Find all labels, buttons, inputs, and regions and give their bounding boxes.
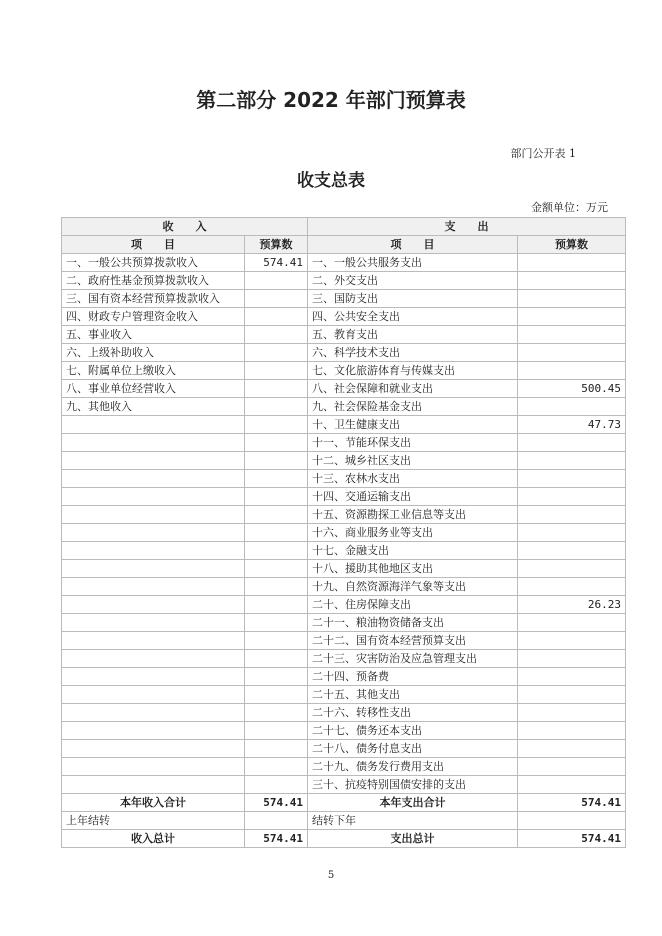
expense-item: 十一、节能环保支出 xyxy=(308,434,518,452)
expense-item: 二十一、粮油物资储备支出 xyxy=(308,614,518,632)
expense-amount xyxy=(518,614,626,632)
expense-item: 二十四、预备费 xyxy=(308,668,518,686)
income-item xyxy=(62,434,245,452)
expense-item-header: 项 目 xyxy=(308,236,518,254)
income-item xyxy=(62,704,245,722)
table-row xyxy=(62,650,626,668)
income-amount xyxy=(245,668,308,686)
table-row xyxy=(62,704,626,722)
income-amount: 574.41 xyxy=(245,830,308,848)
expense-item: 二十六、转移性支出 xyxy=(308,704,518,722)
table-row xyxy=(62,614,626,632)
expense-item: 十六、商业服务业等支出 xyxy=(308,524,518,542)
table-row xyxy=(62,362,626,380)
expense-amount xyxy=(518,452,626,470)
unit-label: 金额单位：万元 xyxy=(531,201,608,214)
expense-item: 二十九、债务发行费用支出 xyxy=(308,758,518,776)
expense-amount: 26.23 xyxy=(518,596,626,614)
table-title: 收支总表 xyxy=(297,171,365,191)
expense-item: 十五、资源勘探工业信息等支出 xyxy=(308,506,518,524)
income-amount xyxy=(245,326,308,344)
expense-amount xyxy=(518,398,626,416)
table-row xyxy=(62,254,626,272)
income-amount xyxy=(245,344,308,362)
income-item: 上年结转 xyxy=(62,812,245,830)
table-row xyxy=(62,398,626,416)
expense-item: 十七、金融支出 xyxy=(308,542,518,560)
expense-amount xyxy=(518,362,626,380)
expense-item: 二十七、债务还本支出 xyxy=(308,722,518,740)
income-item xyxy=(62,668,245,686)
total-row xyxy=(62,794,626,812)
table-row xyxy=(62,812,626,830)
expense-amount xyxy=(518,290,626,308)
income-amount xyxy=(245,740,308,758)
table-row xyxy=(62,272,626,290)
expense-amount xyxy=(518,272,626,290)
table-row xyxy=(62,470,626,488)
table-row xyxy=(62,740,626,758)
expense-amount xyxy=(518,344,626,362)
expense-amount xyxy=(518,740,626,758)
table-row xyxy=(62,434,626,452)
income-item xyxy=(62,416,245,434)
expense-amount: 574.41 xyxy=(518,830,626,848)
expense-item: 结转下年 xyxy=(308,812,518,830)
expense-amount xyxy=(518,488,626,506)
expense-item: 三十、抗疫特别国债安排的支出 xyxy=(308,776,518,794)
expense-amount xyxy=(518,722,626,740)
expense-amount xyxy=(518,434,626,452)
income-item: 五、事业收入 xyxy=(62,326,245,344)
income-item xyxy=(62,578,245,596)
expense-item: 五、教育支出 xyxy=(308,326,518,344)
expense-item: 支出总计 xyxy=(308,830,518,848)
income-item xyxy=(62,596,245,614)
expense-item: 十八、援助其他地区支出 xyxy=(308,560,518,578)
table-row xyxy=(62,344,626,362)
expense-item: 十四、交通运输支出 xyxy=(308,488,518,506)
income-item xyxy=(62,758,245,776)
income-amount xyxy=(245,416,308,434)
income-amount xyxy=(245,308,308,326)
income-amount xyxy=(245,758,308,776)
expense-item: 四、公共安全支出 xyxy=(308,308,518,326)
table-row xyxy=(62,326,626,344)
expense-item: 二十八、债务付息支出 xyxy=(308,740,518,758)
income-amount xyxy=(245,578,308,596)
expense-item: 八、社会保障和就业支出 xyxy=(308,380,518,398)
income-amount xyxy=(245,812,308,830)
expense-item: 二十三、灾害防治及应急管理支出 xyxy=(308,650,518,668)
income-item xyxy=(62,470,245,488)
income-item: 八、事业单位经营收入 xyxy=(62,380,245,398)
expense-item: 六、科学技术支出 xyxy=(308,344,518,362)
income-amount: 574.41 xyxy=(245,794,308,812)
income-amount xyxy=(245,452,308,470)
expense-amount xyxy=(518,326,626,344)
income-item xyxy=(62,722,245,740)
income-item: 三、国有资本经营预算拨款收入 xyxy=(62,290,245,308)
table-row xyxy=(62,488,626,506)
expense-item: 十九、自然资源海洋气象等支出 xyxy=(308,578,518,596)
expense-item: 七、文化旅游体育与传媒支出 xyxy=(308,362,518,380)
expense-amount xyxy=(518,254,626,272)
table-row xyxy=(62,416,626,434)
income-item xyxy=(62,686,245,704)
income-amount xyxy=(245,398,308,416)
income-item-header: 项 目 xyxy=(62,236,245,254)
expense-item: 二十二、国有资本经营预算支出 xyxy=(308,632,518,650)
income-amount xyxy=(245,776,308,794)
income-amount xyxy=(245,506,308,524)
budget-table xyxy=(61,217,626,848)
header-row xyxy=(62,218,626,236)
income-item xyxy=(62,524,245,542)
income-amount xyxy=(245,704,308,722)
table-row xyxy=(62,308,626,326)
expense-amount xyxy=(518,632,626,650)
expense-amount: 574.41 xyxy=(518,794,626,812)
expense-amount: 500.45 xyxy=(518,380,626,398)
table-row xyxy=(62,542,626,560)
table-row xyxy=(62,632,626,650)
income-amount xyxy=(245,560,308,578)
expense-amount xyxy=(518,308,626,326)
expense-amount xyxy=(518,560,626,578)
expense-amount xyxy=(518,758,626,776)
expense-item: 二十、住房保障支出 xyxy=(308,596,518,614)
table-row xyxy=(62,722,626,740)
expense-amount xyxy=(518,812,626,830)
subheader-row xyxy=(62,236,626,254)
income-amount: 574.41 xyxy=(245,254,308,272)
table-row xyxy=(62,560,626,578)
expense-amount: 47.73 xyxy=(518,416,626,434)
table-row xyxy=(62,506,626,524)
income-amount xyxy=(245,542,308,560)
income-item xyxy=(62,614,245,632)
expense-amount xyxy=(518,470,626,488)
total-row xyxy=(62,830,626,848)
income-amount xyxy=(245,686,308,704)
expense-item: 三、国防支出 xyxy=(308,290,518,308)
expense-item: 本年支出合计 xyxy=(308,794,518,812)
income-item: 七、附属单位上缴收入 xyxy=(62,362,245,380)
income-item: 六、上级补助收入 xyxy=(62,344,245,362)
income-header: 收 入 xyxy=(62,218,308,236)
expense-amount xyxy=(518,704,626,722)
income-item xyxy=(62,542,245,560)
expense-amount xyxy=(518,650,626,668)
expense-item: 二十五、其他支出 xyxy=(308,686,518,704)
income-amount xyxy=(245,470,308,488)
expense-amount xyxy=(518,542,626,560)
income-item: 收入总计 xyxy=(62,830,245,848)
expense-amount xyxy=(518,668,626,686)
expense-amount xyxy=(518,524,626,542)
table-row xyxy=(62,686,626,704)
income-amount xyxy=(245,650,308,668)
expense-amount xyxy=(518,506,626,524)
expense-item: 九、社会保险基金支出 xyxy=(308,398,518,416)
income-amount xyxy=(245,290,308,308)
table-row xyxy=(62,380,626,398)
income-amount xyxy=(245,434,308,452)
income-item xyxy=(62,560,245,578)
income-item: 二、政府性基金预算拨款收入 xyxy=(62,272,245,290)
table-row xyxy=(62,596,626,614)
income-amount xyxy=(245,488,308,506)
table-row xyxy=(62,758,626,776)
table-row xyxy=(62,776,626,794)
expense-item: 一、一般公共服务支出 xyxy=(308,254,518,272)
income-amount xyxy=(245,614,308,632)
page-number: 5 xyxy=(327,870,335,881)
table-number: 部门公开表 1 xyxy=(510,147,576,160)
expense-item: 十二、城乡社区支出 xyxy=(308,452,518,470)
income-item: 一、一般公共预算拨款收入 xyxy=(62,254,245,272)
table-row xyxy=(62,578,626,596)
income-amount-header: 预算数 xyxy=(245,236,308,254)
income-item xyxy=(62,452,245,470)
income-amount xyxy=(245,380,308,398)
expense-item: 十、卫生健康支出 xyxy=(308,416,518,434)
expense-amount xyxy=(518,686,626,704)
income-item: 本年收入合计 xyxy=(62,794,245,812)
income-item xyxy=(62,776,245,794)
income-item: 九、其他收入 xyxy=(62,398,245,416)
income-amount xyxy=(245,632,308,650)
income-item xyxy=(62,488,245,506)
income-amount xyxy=(245,722,308,740)
income-amount xyxy=(245,272,308,290)
income-item xyxy=(62,632,245,650)
table-row xyxy=(62,524,626,542)
page-title: 第二部分 2022 年部门预算表 xyxy=(196,88,466,112)
income-item xyxy=(62,740,245,758)
expense-item: 十三、农林水支出 xyxy=(308,470,518,488)
expense-amount xyxy=(518,776,626,794)
income-item xyxy=(62,506,245,524)
expense-header: 支 出 xyxy=(308,218,626,236)
income-amount xyxy=(245,596,308,614)
table-row xyxy=(62,290,626,308)
income-amount xyxy=(245,524,308,542)
expense-amount xyxy=(518,578,626,596)
expense-item: 二、外交支出 xyxy=(308,272,518,290)
income-item: 四、财政专户管理资金收入 xyxy=(62,308,245,326)
table-row xyxy=(62,452,626,470)
income-item xyxy=(62,650,245,668)
expense-amount-header: 预算数 xyxy=(518,236,626,254)
table-row xyxy=(62,668,626,686)
income-amount xyxy=(245,362,308,380)
